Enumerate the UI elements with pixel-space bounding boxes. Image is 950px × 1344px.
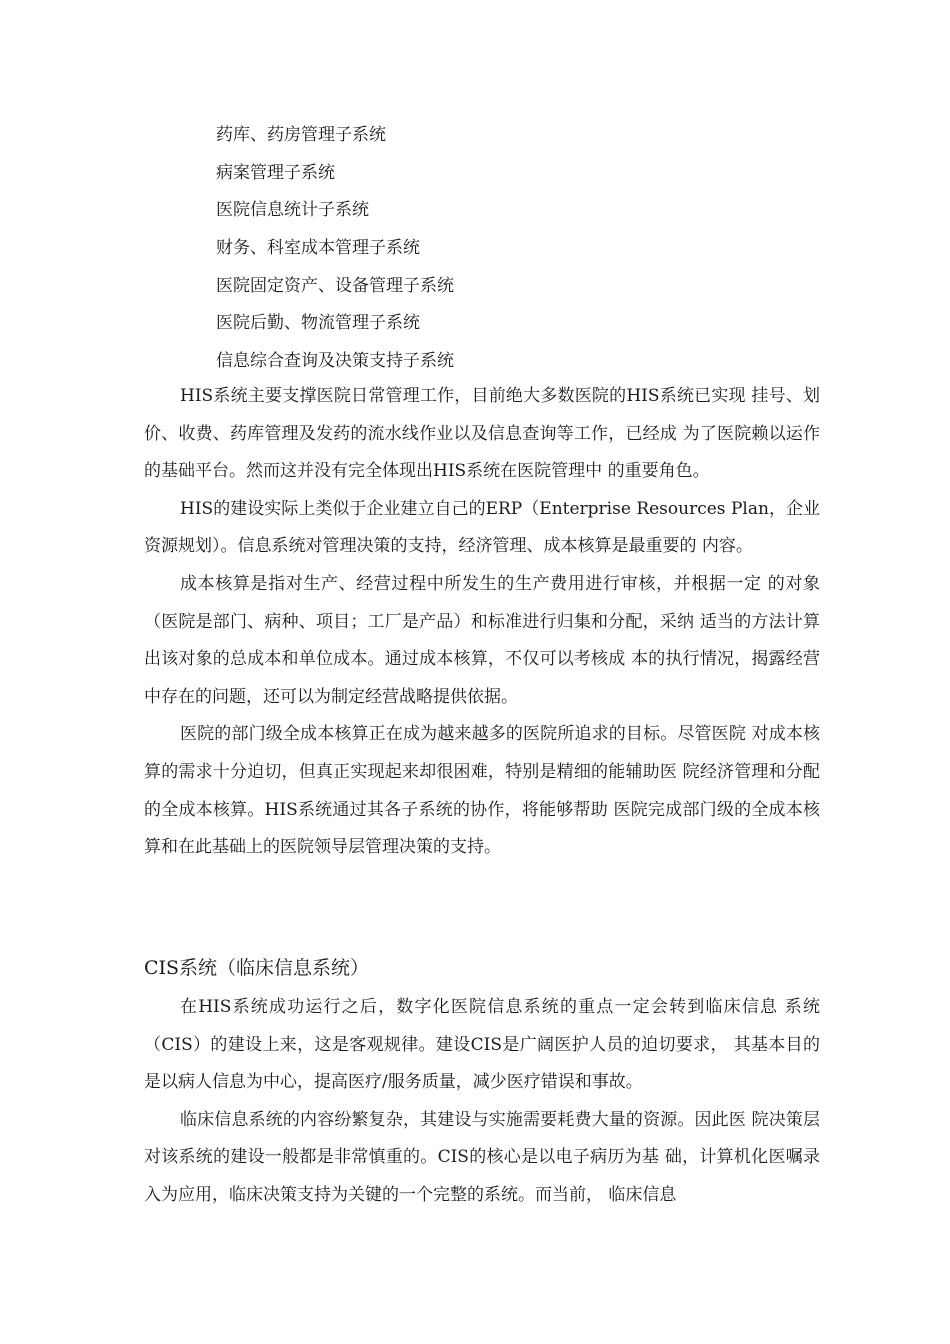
list-item: 医院信息统计子系统 [216,200,369,221]
list-item: 财务、科室成本管理子系统 [216,238,420,259]
list-item: 医院固定资产、设备管理子系统 [216,275,454,296]
paragraph: 成本核算是指对生产、经营过程中所发生的生产费用进行审核，并根据一定 的对象（医院是部门、病种、项目；工厂是产品）和标准进行归集和分配，采纳 适当的方法计算出该对象的总成本和单位成本。通过成本核算，不仅可以考核成 本的执行情况，揭露经营中存在的问题，还可以为制定经营战略提供依据。 [144,573,820,707]
list-item: 医院后勤、物流管理子系统 [216,313,420,334]
subsystem-list [216,117,454,381]
paragraph: HIS系统主要支撑医院日常管理工作，目前绝大多数医院的HIS系统已实现 挂号、划价、收费、药库管理及发药的流水线作业以及信息查询等工作，已经成 为了医院赖以运作的基础平台。然而这并没有完全体现出HIS系统在医院管理中 的重要角色。 [144,386,820,482]
list-item: 信息综合查询及决策支持子系统 [216,351,454,372]
paragraph: 临床信息系统的内容纷繁复杂，其建设与实施需要耗费大量的资源。因此医 院决策层对该系统的建设一般都是非常慎重的。CIS的核心是以电子病历为基 础，计算机化医嘱录入为应用，临床决策支持为关键的一个完整的系统。而当前， 临床信息 [144,1109,820,1205]
list-item: 病案管理子系统 [216,162,335,183]
cis-section [144,989,820,1215]
his-section [144,378,820,867]
paragraph: 在HIS系统成功运行之后，数字化医院信息系统的重点一定会转到临床信息 系统（CIS）的建设上来，这是客观规律。建设CIS是广阔医护人员的迫切要求， 其基本目的是以病人信息为中心，提高医疗/服务质量，减少医疗错误和事故。 [144,997,820,1093]
section-heading: CIS系统（临床信息系统） [144,957,370,979]
paragraph: 医院的部门级全成本核算正在成为越来越多的医院所追求的目标。尽管医院 对成本核算的需求十分迫切，但真正实现起来却很困难，特别是精细的能辅助医 院经济管理和分配的全成本核算。HIS系统通过其各子系统的协作，将能够帮助 医院完成部门级的全成本核算和在此基础上的医院领导层管理决策的支持。 [144,724,820,858]
paragraph: HIS的建设实际上类似于企业建立自己的ERP（Enterprise Resources Plan，企业资源规划）。信息系统对管理决策的支持，经济管理、成本核算是最重要的 内容。 [144,498,820,557]
list-item: 药库、药房管理子系统 [216,125,386,145]
